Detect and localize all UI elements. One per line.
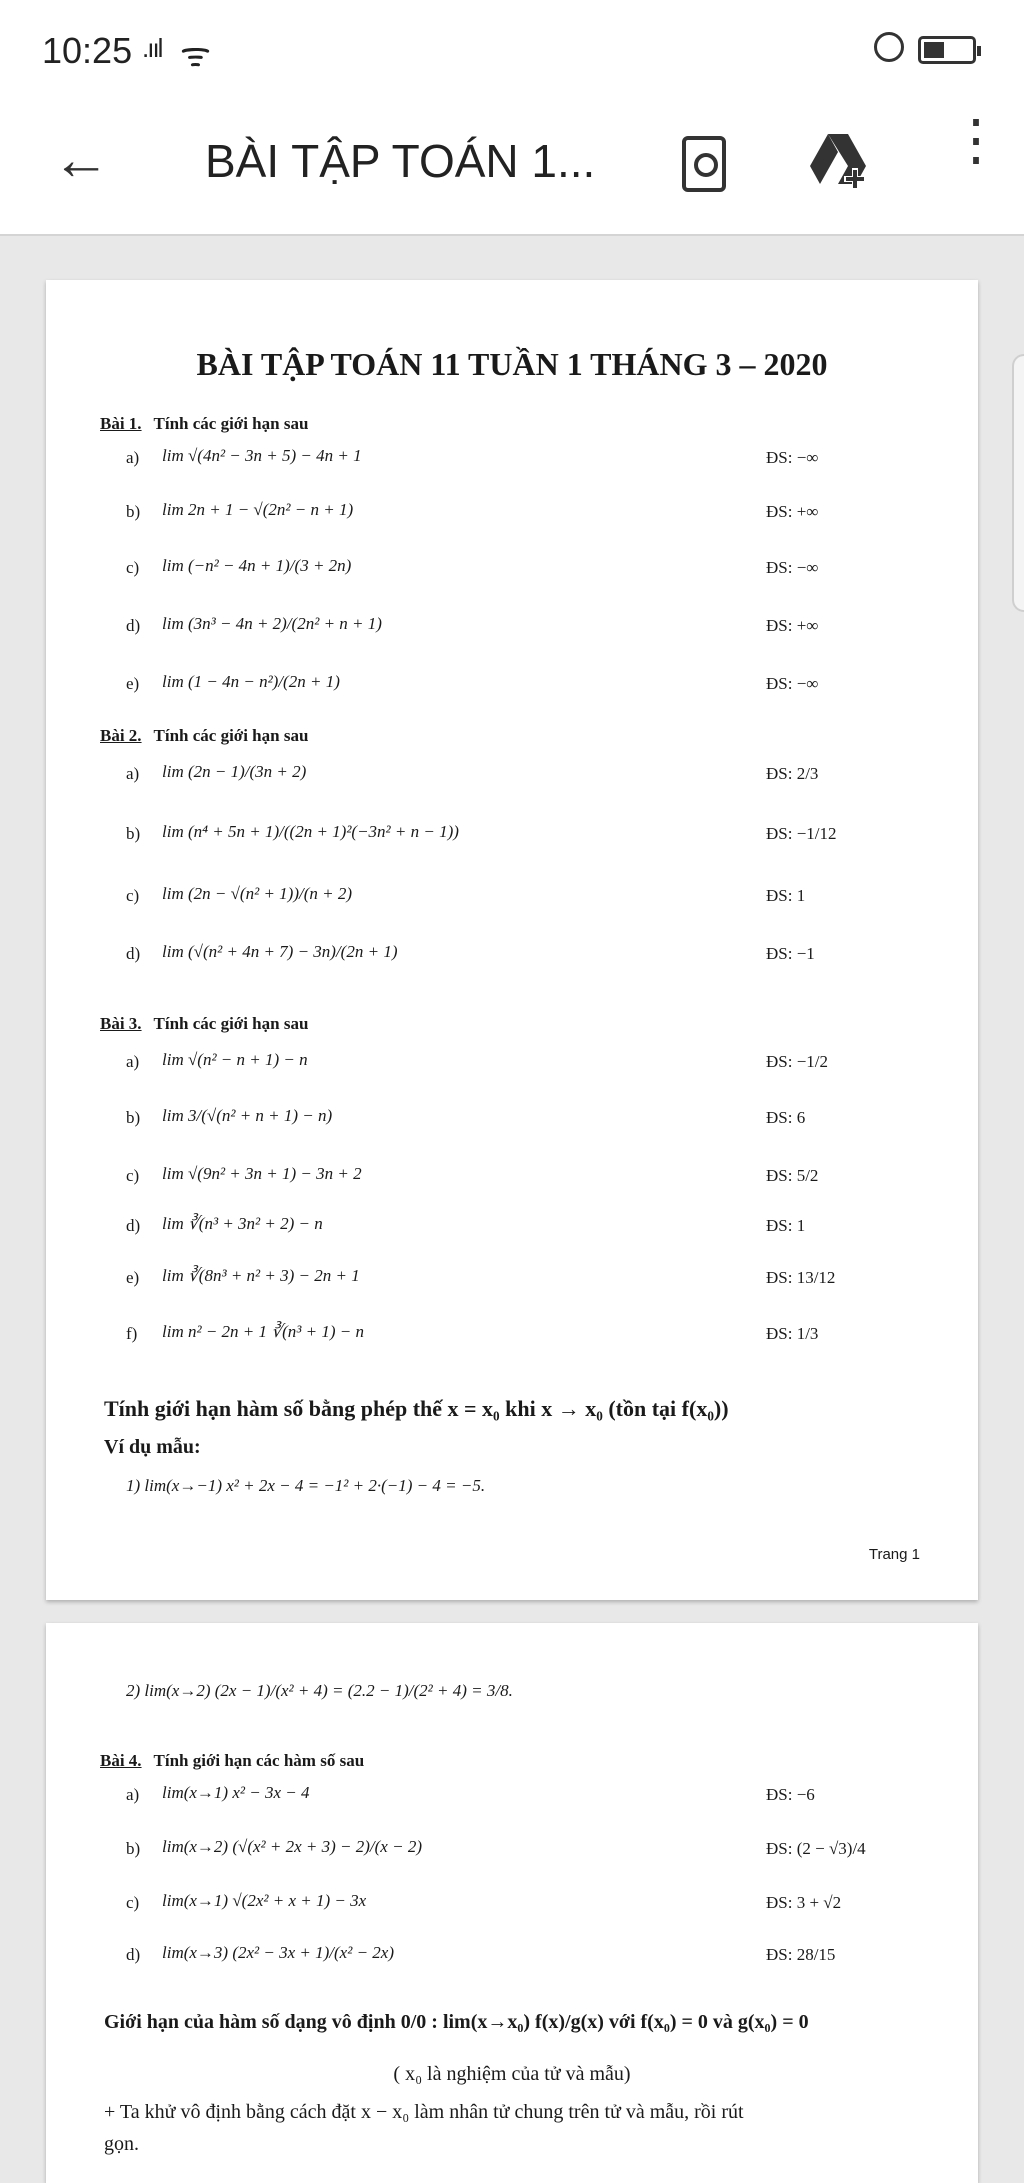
exercise-item: d) lim (3n³ − 4n + 2)/(2n² + n + 1) ĐS: +∞: [126, 614, 819, 635]
more-options-icon[interactable]: ⋮: [948, 108, 1004, 171]
exercise-answer: ĐS: −6: [766, 1785, 815, 1804]
back-button[interactable]: ←: [52, 127, 110, 192]
section-heading-text: Tính các giới hạn sau: [153, 414, 309, 433]
example-heading: Ví dụ mẫu:: [104, 1436, 201, 1458]
wifi-icon: ᯤ: [180, 36, 212, 74]
section-heading-text: Tính các giới hạn sau: [153, 726, 309, 745]
exercise-expression: lim √(9n² + 3n + 1) − 3n + 2: [162, 1164, 362, 1183]
example-2: 2) lim(x→2) (2x − 1)/(x² + 4) = (2.2 − 1)/(2² + 4) = 3/8.: [126, 1681, 513, 1700]
exercise-expression: lim (3n³ − 4n + 2)/(2n² + n + 1): [162, 614, 382, 633]
exercise-expression: lim(x→1) x² − 3x − 4: [162, 1783, 310, 1802]
exercise-expression: lim 3/(√(n² + n + 1) − n): [162, 1106, 333, 1125]
section-label: Bài 2.: [100, 726, 142, 745]
example-1: 1) lim(x→−1) x² + 2x − 4 = −1² + 2·(−1) − 4 = −5.: [126, 1476, 486, 1495]
exercise-item: d) lim ∛(n³ + 3n² + 2) − n ĐS: 1: [126, 1214, 806, 1235]
exercise-item: a) lim √(n² − n + 1) − n ĐS: −1/2: [126, 1050, 829, 1071]
exercise-expression: lim √(4n² − 3n + 5) − 4n + 1: [162, 446, 362, 465]
document-page-1: [46, 280, 978, 1600]
exercise-expression: lim √(n² − n + 1) − n: [162, 1050, 308, 1069]
section-heading-text: Tính các giới hạn sau: [153, 1014, 309, 1033]
find-in-document-icon[interactable]: [682, 136, 726, 192]
exercise-answer: ĐS: 13/12: [766, 1268, 836, 1287]
exercise-expression: lim ∛(8n³ + n² + 3) − 2n + 1: [162, 1266, 360, 1285]
exercise-answer: ĐS: −1/12: [766, 824, 837, 843]
exercise-answer: ĐS: 2/3: [766, 764, 819, 783]
alarm-icon: [874, 32, 904, 62]
page-number: Trang 1: [868, 1546, 920, 1563]
add-to-drive-icon[interactable]: [808, 132, 872, 195]
exercise-item: a) lim(x→1) x² − 3x − 4 ĐS: −6: [126, 1783, 815, 1804]
exercise-answer: ĐS: −1/2: [766, 1052, 829, 1071]
exercise-answer: ĐS: 3 + √2: [766, 1893, 842, 1912]
exercise-answer: ĐS: −1: [766, 944, 815, 963]
exercise-answer: ĐS: +∞: [766, 502, 819, 521]
exercise-item: c) lim √(9n² + 3n + 1) − 3n + 2 ĐS: 5/2: [126, 1164, 819, 1185]
method-heading: Tính giới hạn hàm số bằng phép thế x = x₀ khi x → x₀ (tồn tại f(x₀)): [104, 1396, 729, 1421]
exercise-answer: ĐS: +∞: [766, 616, 819, 635]
exercise-item: b) lim (n⁴ + 5n + 1)/((2n + 1)²(−3n² + n − 1)) ĐS: −1/12: [126, 822, 837, 843]
section-2-heading: [100, 726, 308, 746]
exercise-expression: lim(x→1) √(2x² + x + 1) − 3x: [162, 1891, 367, 1910]
exercise-item: b) lim 3/(√(n² + n + 1) − n) ĐS: 6: [126, 1106, 806, 1127]
exercise-expression: lim n² − 2n + 1 ∛(n³ + 1) − n: [162, 1322, 364, 1341]
section-label: Bài 3.: [100, 1014, 142, 1033]
exercise-item: c) lim(x→1) √(2x² + x + 1) − 3x ĐS: 3 + √2: [126, 1891, 842, 1912]
exercise-expression: lim (n⁴ + 5n + 1)/((2n + 1)²(−3n² + n − 1)): [162, 822, 459, 841]
exercise-expression: lim (2n − √(n² + 1))/(n + 2): [162, 884, 353, 903]
exercise-expression: lim (−n² − 4n + 1)/(3 + 2n): [162, 556, 352, 575]
exercise-answer: ĐS: 5/2: [766, 1166, 819, 1185]
exercise-expression: lim ∛(n³ + 3n² + 2) − n: [162, 1214, 323, 1233]
exercise-answer: ĐS: 6: [766, 1108, 806, 1127]
exercise-item: a) lim √(4n² − 3n + 5) − 4n + 1 ĐS: −∞: [126, 446, 819, 467]
status-time: 10:25: [42, 30, 133, 71]
exercise-item: a) lim (2n − 1)/(3n + 2) ĐS: 2/3: [126, 762, 819, 783]
document-page-2: [46, 1623, 978, 2183]
exercise-item: c) lim (2n − √(n² + 1))/(n + 2) ĐS: 1: [126, 884, 806, 905]
exercise-answer: ĐS: 28/15: [766, 1945, 836, 1964]
app-bar: [0, 96, 1024, 236]
exercise-expression: lim (√(n² + 4n + 7) − 3n)/(2n + 1): [162, 942, 398, 961]
document-title: BÀI TẬP TOÁN 1...: [205, 135, 596, 187]
section-4-heading: [100, 1751, 364, 1771]
exercise-item: b) lim(x→2) (√(x² + 2x + 3) − 2)/(x − 2) ĐS: (2 − √3)/4: [126, 1837, 866, 1858]
exercise-item: f) lim n² − 2n + 1 ∛(n³ + 1) − n ĐS: 1/3: [126, 1322, 819, 1343]
tip-line-1: + Ta khử vô định bằng cách đặt x − x₀ làm nhân tử chung trên tử và mẫu, rồi rút: [104, 2101, 744, 2123]
exercise-item: b) lim 2n + 1 − √(2n² − n + 1) ĐS: +∞: [126, 500, 819, 521]
exercise-answer: ĐS: −∞: [766, 558, 819, 577]
exercise-answer: ĐS: −∞: [766, 674, 819, 693]
exercise-item: c) lim (−n² − 4n + 1)/(3 + 2n) ĐS: −∞: [126, 556, 819, 577]
tip-line-2: gọn.: [104, 2133, 139, 2155]
exercise-answer: ĐS: (2 − √3)/4: [766, 1839, 866, 1858]
exercise-expression: lim(x→2) (√(x² + 2x + 3) − 2)/(x − 2): [162, 1837, 422, 1856]
section-label: Bài 1.: [100, 414, 142, 433]
section-1-heading: [100, 414, 308, 434]
exercise-item: d) lim(x→3) (2x² − 3x + 1)/(x² − 2x) ĐS: 28/15: [126, 1943, 836, 1964]
status-bar: [0, 0, 1024, 96]
exercise-item: e) lim ∛(8n³ + n² + 3) − 2n + 1 ĐS: 13/12: [126, 1266, 836, 1287]
indeterminate-note: ( x₀ là nghiệm của tử và mẫu): [393, 2063, 631, 2085]
signal-icon: .ııl: [142, 33, 162, 63]
exercise-answer: ĐS: 1: [766, 886, 806, 905]
exercise-answer: ĐS: −∞: [766, 448, 819, 467]
scroll-handle[interactable]: [1012, 354, 1024, 612]
page-title: BÀI TẬP TOÁN 11 TUẦN 1 THÁNG 3 – 2020: [196, 346, 828, 382]
battery-icon: [918, 36, 976, 64]
exercise-expression: lim(x→3) (2x² − 3x + 1)/(x² − 2x): [162, 1943, 394, 1962]
exercise-answer: ĐS: 1: [766, 1216, 806, 1235]
section-3-heading: [100, 1014, 308, 1034]
section-heading-text: Tính giới hạn các hàm số sau: [153, 1751, 365, 1770]
exercise-answer: ĐS: 1/3: [766, 1324, 819, 1343]
exercise-expression: lim 2n + 1 − √(2n² − n + 1): [162, 500, 354, 519]
exercise-item: d) lim (√(n² + 4n + 7) − 3n)/(2n + 1) ĐS: −1: [126, 942, 815, 963]
exercise-expression: lim (1 − 4n − n²)/(2n + 1): [162, 672, 340, 691]
exercise-item: e) lim (1 − 4n − n²)/(2n + 1) ĐS: −∞: [126, 672, 819, 693]
indeterminate-heading: Giới hạn của hàm số dạng vô định 0/0 : lim(x→x₀) f(x)/g(x) với f(x₀) = 0 và g(x₀) = 0: [104, 2011, 809, 2033]
exercise-expression: lim (2n − 1)/(3n + 2): [162, 762, 307, 781]
section-label: Bài 4.: [100, 1751, 142, 1770]
